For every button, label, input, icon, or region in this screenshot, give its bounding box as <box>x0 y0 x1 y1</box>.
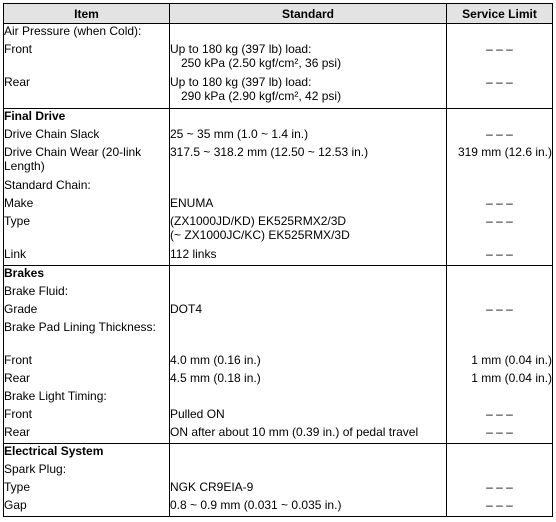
item-cell: Brake Pad Lining Thickness: <box>4 320 170 353</box>
header-row <box>4 4 553 24</box>
table-row <box>4 480 553 498</box>
standard-cell <box>170 389 447 407</box>
item-cell: Drive Chain Wear (20-link Length) <box>4 145 170 178</box>
limit-cell <box>447 462 553 480</box>
limit-cell: – – – <box>447 425 553 444</box>
standard-line: Up to 180 kg (397 lb) load: <box>170 42 312 56</box>
standard-cell: Pulled ON <box>170 407 447 425</box>
table-row <box>4 389 553 407</box>
table-row <box>4 353 553 371</box>
section-title: Electrical System <box>4 444 170 463</box>
standard-cell <box>170 444 447 463</box>
limit-cell: – – – <box>447 302 553 320</box>
limit-cell: – – – <box>447 247 553 266</box>
limit-cell: – – – <box>447 214 553 247</box>
standard-cell <box>170 24 447 43</box>
table-row <box>4 178 553 196</box>
item-cell: Brake Light Timing: <box>4 389 170 407</box>
standard-cell <box>170 320 447 353</box>
item-cell: Spark Plug: <box>4 462 170 480</box>
item-cell: Rear <box>4 75 170 109</box>
standard-line-2: (~ ZX1000JC/KC) EK525RMX/3D <box>170 228 350 242</box>
standard-cell: 317.5 ~ 318.2 mm (12.50 ~ 12.53 in.) <box>170 145 447 178</box>
limit-cell: – – – <box>447 498 553 517</box>
standard-cell: 4.0 mm (0.16 in.) <box>170 353 447 371</box>
item-cell: Front <box>4 42 170 75</box>
section-title: Brakes <box>4 266 170 285</box>
section-row-electrical-system <box>4 444 553 463</box>
table-row <box>4 302 553 320</box>
table-row <box>4 24 553 43</box>
item-cell: Type <box>4 480 170 498</box>
limit-cell: – – – <box>447 127 553 145</box>
limit-cell <box>447 284 553 302</box>
standard-line-2: 290 kPa (2.90 kgf/cm², 42 psi) <box>181 89 342 103</box>
table-row <box>4 425 553 444</box>
standard-cell <box>170 266 447 285</box>
header-service-limit: Service Limit <box>447 4 553 24</box>
item-cell: Front <box>4 407 170 425</box>
limit-cell <box>447 109 553 128</box>
item-cell: Gap <box>4 498 170 517</box>
standard-cell: 4.5 mm (0.18 in.) <box>170 371 447 389</box>
table-row <box>4 127 553 145</box>
header-standard: Standard <box>170 4 447 24</box>
table-row <box>4 75 553 109</box>
table-row <box>4 284 553 302</box>
section-row-brakes <box>4 266 553 285</box>
standard-cell: ON after about 10 mm (0.39 in.) of pedal travel <box>170 425 447 444</box>
standard-cell <box>170 462 447 480</box>
limit-cell: – – – <box>447 42 553 75</box>
limit-cell <box>447 24 553 43</box>
standard-cell <box>170 214 447 247</box>
limit-cell: 1 mm (0.04 in.) <box>447 371 553 389</box>
limit-cell: 319 mm (12.6 in.) <box>447 145 553 178</box>
table-row <box>4 247 553 266</box>
standard-cell: DOT4 <box>170 302 447 320</box>
item-cell: Rear <box>4 425 170 444</box>
table-row <box>4 42 553 75</box>
standard-cell <box>170 109 447 128</box>
table-row <box>4 371 553 389</box>
section-row-final-drive <box>4 109 553 128</box>
limit-cell <box>447 389 553 407</box>
table-row <box>4 320 553 353</box>
table-row <box>4 498 553 517</box>
standard-line: (ZX1000JD/KD) EK525RMX2/3D <box>170 214 347 228</box>
standard-cell <box>170 75 447 109</box>
standard-cell <box>170 284 447 302</box>
item-cell: Make <box>4 196 170 214</box>
item-cell: Drive Chain Slack <box>4 127 170 145</box>
limit-cell <box>447 320 553 353</box>
item-cell: Rear <box>4 371 170 389</box>
item-cell: Front <box>4 353 170 371</box>
section-title: Final Drive <box>4 109 170 128</box>
item-cell: Link <box>4 247 170 266</box>
limit-cell <box>447 266 553 285</box>
item-cell: Grade <box>4 302 170 320</box>
standard-cell: ENUMA <box>170 196 447 214</box>
item-cell: Brake Fluid: <box>4 284 170 302</box>
table-row <box>4 462 553 480</box>
header-item: Item <box>4 4 170 24</box>
limit-cell <box>447 444 553 463</box>
table-row <box>4 145 553 178</box>
item-cell: Air Pressure (when Cold): <box>4 24 170 43</box>
table-row <box>4 214 553 247</box>
spec-table <box>3 3 553 517</box>
item-cell: Type <box>4 214 170 247</box>
standard-cell: 25 ~ 35 mm (1.0 ~ 1.4 in.) <box>170 127 447 145</box>
limit-cell: 1 mm (0.04 in.) <box>447 353 553 371</box>
limit-cell: – – – <box>447 196 553 214</box>
standard-cell <box>170 42 447 75</box>
standard-line: Up to 180 kg (397 lb) load: <box>170 75 312 89</box>
item-cell: Standard Chain: <box>4 178 170 196</box>
standard-line-2: 250 kPa (2.50 kgf/cm², 36 psi) <box>181 56 342 70</box>
standard-cell: 112 links <box>170 247 447 266</box>
limit-cell: – – – <box>447 407 553 425</box>
limit-cell <box>447 178 553 196</box>
limit-cell: – – – <box>447 480 553 498</box>
table-row <box>4 196 553 214</box>
standard-cell: 0.8 ~ 0.9 mm (0.031 ~ 0.035 in.) <box>170 498 447 517</box>
standard-cell: NGK CR9EIA-9 <box>170 480 447 498</box>
limit-cell: – – – <box>447 75 553 109</box>
table-row <box>4 407 553 425</box>
standard-cell <box>170 178 447 196</box>
